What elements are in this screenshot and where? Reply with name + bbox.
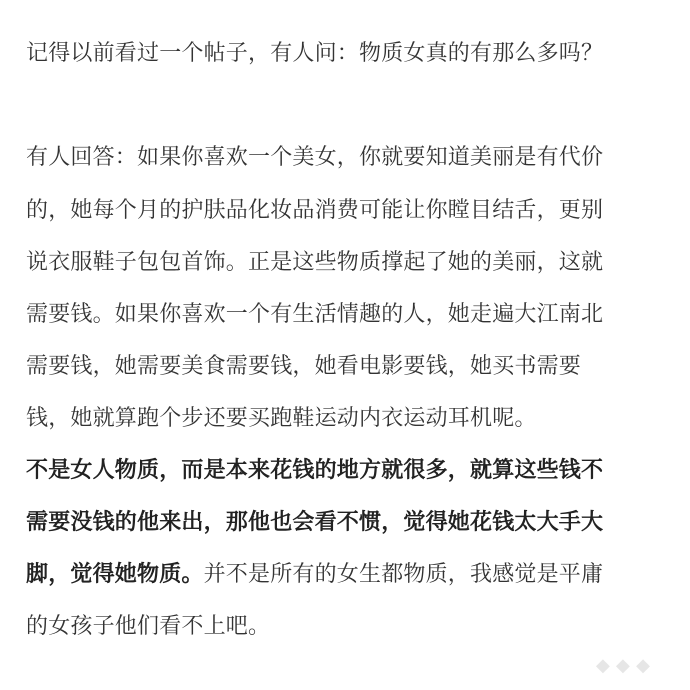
bold-line-3: 脚，觉得她物质。 xyxy=(26,562,204,587)
paragraph-question: 记得以前看过一个帖子，有人问：物质女真的有那么多吗？ xyxy=(26,41,604,66)
answer-line-5: 需要钱，她需要美食需要钱，她看电影要钱，她买书需要 xyxy=(26,354,582,379)
closing-line: 的女孩子他们看不上吧。 xyxy=(26,614,271,639)
mixed-line xyxy=(26,561,603,589)
answer-line-3: 说衣服鞋子包包首饰。正是这些物质撑起了她的美丽，这就 xyxy=(26,250,604,275)
answer-line-1: 有人回答：如果你喜欢一个美女，你就要知道美丽是有代价 xyxy=(26,145,604,170)
answer-line-6: 钱，她就算跑个步还要买跑鞋运动内衣运动耳机呢。 xyxy=(26,406,537,431)
answer-line-4: 需要钱。如果你喜欢一个有生活情趣的人，她走遍大江南北 xyxy=(26,302,604,327)
bold-line-1: 不是女人物质，而是本来花钱的地方就很多，就算这些钱不 xyxy=(26,458,604,483)
watermark-logo: ◆ ◆ ◆ xyxy=(595,655,650,676)
answer-line-2: 的，她每个月的护肤品化妆品消费可能让你瞠目结舌，更别 xyxy=(26,198,604,223)
bold-line-2: 需要没钱的他来出，那他也会看不惯，觉得她花钱太大手大 xyxy=(26,510,604,535)
normal-tail: 并不是所有的女生都物质，我感觉是平庸 xyxy=(203,562,604,587)
